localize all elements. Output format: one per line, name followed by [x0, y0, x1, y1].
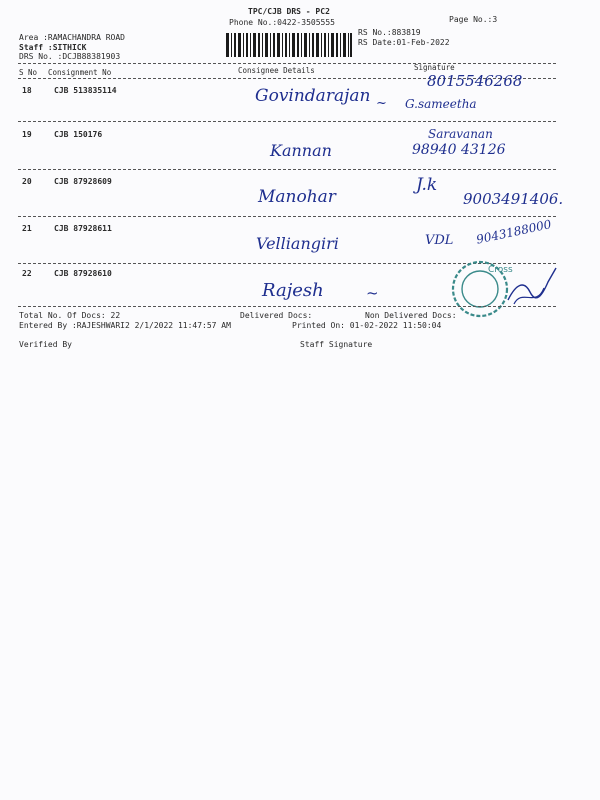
row-sno: 22: [22, 269, 32, 278]
handwritten-name: Manohar: [258, 187, 336, 207]
row-sno: 21: [22, 224, 32, 233]
col-header-sno: S No: [19, 68, 38, 77]
staff-signature: Staff Signature: [300, 340, 373, 349]
row-sno: 20: [22, 177, 32, 186]
document-title: TPC/CJB DRS - PC2: [248, 7, 330, 16]
handwritten-name: ~: [376, 96, 387, 111]
col-header-signature: Signature: [414, 63, 455, 72]
barcode: [226, 33, 352, 57]
drs-number: DRS No. :DCJB88381903: [19, 52, 121, 61]
rs-number: RS No.:883819: [358, 28, 421, 37]
row-consignment: CJB 87928610: [54, 269, 112, 278]
row-consignment: CJB 150176: [54, 130, 103, 139]
handwritten-dash: ~: [366, 284, 379, 302]
handwritten-receiver: G.sameetha: [405, 97, 477, 111]
company-stamp: [450, 258, 560, 320]
printed-on: Printed On: 01-02-2022 11:50:04: [292, 321, 442, 330]
row-sno: 18: [22, 86, 32, 95]
handwritten-receiver: VDL: [425, 233, 454, 248]
area-label: Area :RAMACHANDRA ROAD: [19, 33, 125, 42]
stamp-text: Cross: [488, 265, 513, 275]
rs-date: RS Date:01-Feb-2022: [358, 38, 450, 47]
handwritten-phone: 8015546268: [427, 72, 523, 90]
row-divider: [18, 169, 556, 170]
non-delivered-docs: Non Delivered Docs:: [365, 311, 457, 320]
row-consignment: CJB 87928611: [54, 224, 112, 233]
handwritten-name: Kannan: [270, 141, 332, 160]
divider: [18, 306, 556, 307]
phone-number: Phone No.:0422-3505555: [229, 18, 335, 27]
col-header-consignment: Consignment No: [48, 68, 112, 77]
entered-by: Entered By :RAJESHWARI2 2/1/2022 11:47:57 AM: [19, 321, 231, 330]
verified-by: Verified By: [19, 340, 72, 349]
handwritten-name: Govindarajan: [255, 86, 371, 106]
row-divider: [18, 121, 556, 122]
handwritten-name: Velliangiri: [256, 234, 339, 253]
staff-label: Staff :SITHICK: [19, 43, 87, 52]
handwritten-phone: 9043188000: [475, 217, 553, 247]
handwritten-receiver: Saravanan: [428, 127, 493, 141]
handwritten-phone: 98940 43126: [412, 142, 506, 158]
row-consignment: CJB 87928609: [54, 177, 112, 186]
divider: [18, 63, 556, 64]
total-docs: Total No. Of Docs: 22: [19, 311, 121, 320]
col-header-consignee: Consignee Details: [238, 66, 315, 75]
handwritten-receiver: J.k: [416, 175, 438, 195]
handwritten-phone: 9003491406.: [463, 190, 564, 208]
delivered-docs: Delivered Docs:: [240, 311, 313, 320]
row-consignment: CJB 513835114: [54, 86, 117, 95]
row-divider: [18, 216, 556, 217]
page-number: Page No.:3: [449, 15, 498, 24]
handwritten-name: Rajesh: [262, 280, 324, 301]
row-sno: 19: [22, 130, 32, 139]
